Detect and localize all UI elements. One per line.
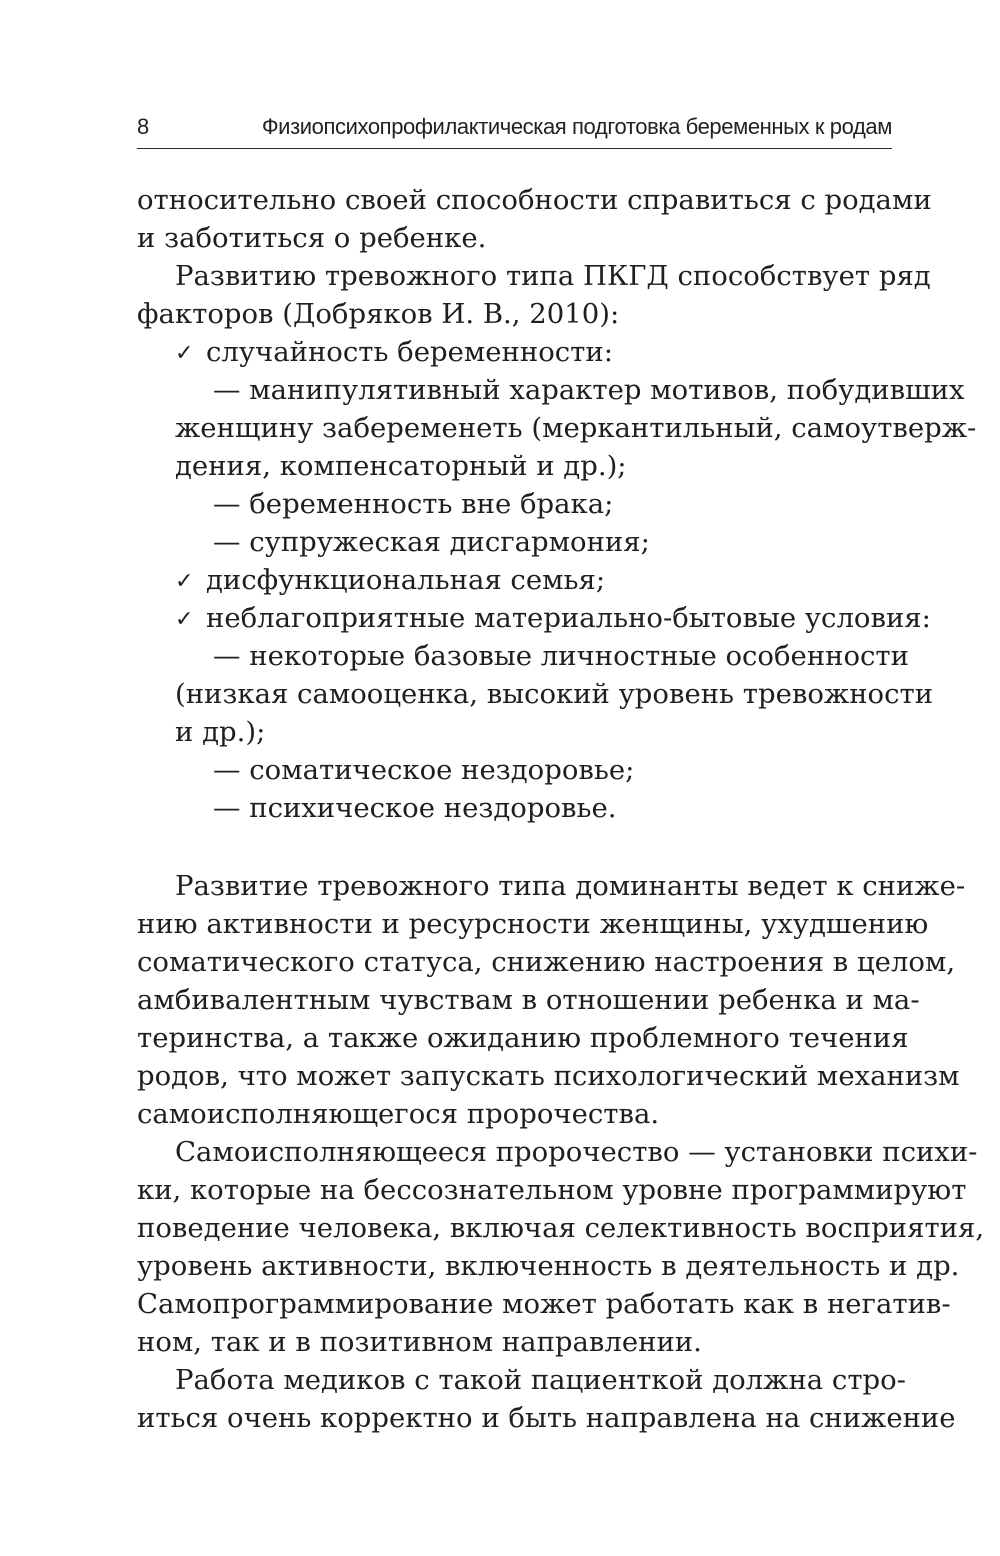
text-line: Развитию тревожного типа ПКГД способствует ряд xyxy=(175,260,931,292)
text-line: относительно своей способности справиться с родами xyxy=(137,184,932,216)
text-line: амбивалентным чувствам в отношении ребенка и ма- xyxy=(137,984,920,1016)
text-line: — супружеская дисгармония; xyxy=(213,526,650,558)
checklist-item-text: случайность беременности: xyxy=(206,336,613,368)
text-line: родов, что может запускать психологический механизм xyxy=(137,1060,960,1092)
checkmark-icon: ✓ xyxy=(175,569,194,594)
text-line: соматического статуса, снижению настроения в целом, xyxy=(137,946,956,978)
text-line: нию активности и ресурсности женщины, ухудшению xyxy=(137,908,929,940)
page-number: 8 xyxy=(137,114,150,139)
text-line: — беременность вне брака; xyxy=(213,488,614,520)
checklist-item-text: дисфункциональная семья; xyxy=(206,564,606,596)
checklist-item-text: неблагоприятные материально-бытовые условия: xyxy=(206,602,931,634)
text-line: ки, которые на бессознательном уровне программируют xyxy=(137,1174,967,1206)
checkmark-icon: ✓ xyxy=(175,607,194,632)
running-title: Физиопсихопрофилактическая подготовка беременных к родам xyxy=(261,114,892,139)
checklist-item xyxy=(175,599,931,637)
text-line: уровень активности, включенность в деятельность и др. xyxy=(137,1250,960,1282)
text-line: дения, компенсаторный и др.); xyxy=(175,450,627,482)
text-line: Самопрограммирование может работать как в негатив- xyxy=(137,1288,951,1320)
text-line: факторов (Добряков И. В., 2010): xyxy=(137,298,620,330)
text-line: — соматическое нездоровье; xyxy=(213,754,635,786)
text-line: Самоисполняющееся пророчество — установки психи- xyxy=(175,1136,978,1168)
text-line: самоисполняющегося пророчества. xyxy=(137,1098,660,1130)
text-line: женщину забеременеть (меркантильный, самоутверж- xyxy=(175,412,977,444)
text-line: иться очень корректно и быть направлена на снижение xyxy=(137,1402,956,1434)
text-line: теринства, а также ожиданию проблемного течения xyxy=(137,1022,909,1054)
text-line: и др.); xyxy=(175,716,266,748)
checklist-item xyxy=(175,561,605,599)
text-line: поведение человека, включая селективность восприятия, xyxy=(137,1212,985,1244)
text-line: и заботиться о ребенке. xyxy=(137,222,487,254)
checklist-item xyxy=(175,333,613,371)
text-line: ном, так и в позитивном направлении. xyxy=(137,1326,702,1358)
checkmark-icon: ✓ xyxy=(175,341,194,366)
running-header xyxy=(137,108,892,149)
text-line: — психическое нездоровье. xyxy=(213,792,617,824)
text-line: (низкая самооценка, высокий уровень тревожности xyxy=(175,678,934,710)
text-line: — некоторые базовые личностные особенности xyxy=(213,640,909,672)
text-line: Работа медиков с такой пациенткой должна стро- xyxy=(175,1364,906,1396)
text-line: — манипулятивный характер мотивов, побудивших xyxy=(213,374,965,406)
text-line: Развитие тревожного типа доминанты ведет к сниже- xyxy=(175,870,966,902)
